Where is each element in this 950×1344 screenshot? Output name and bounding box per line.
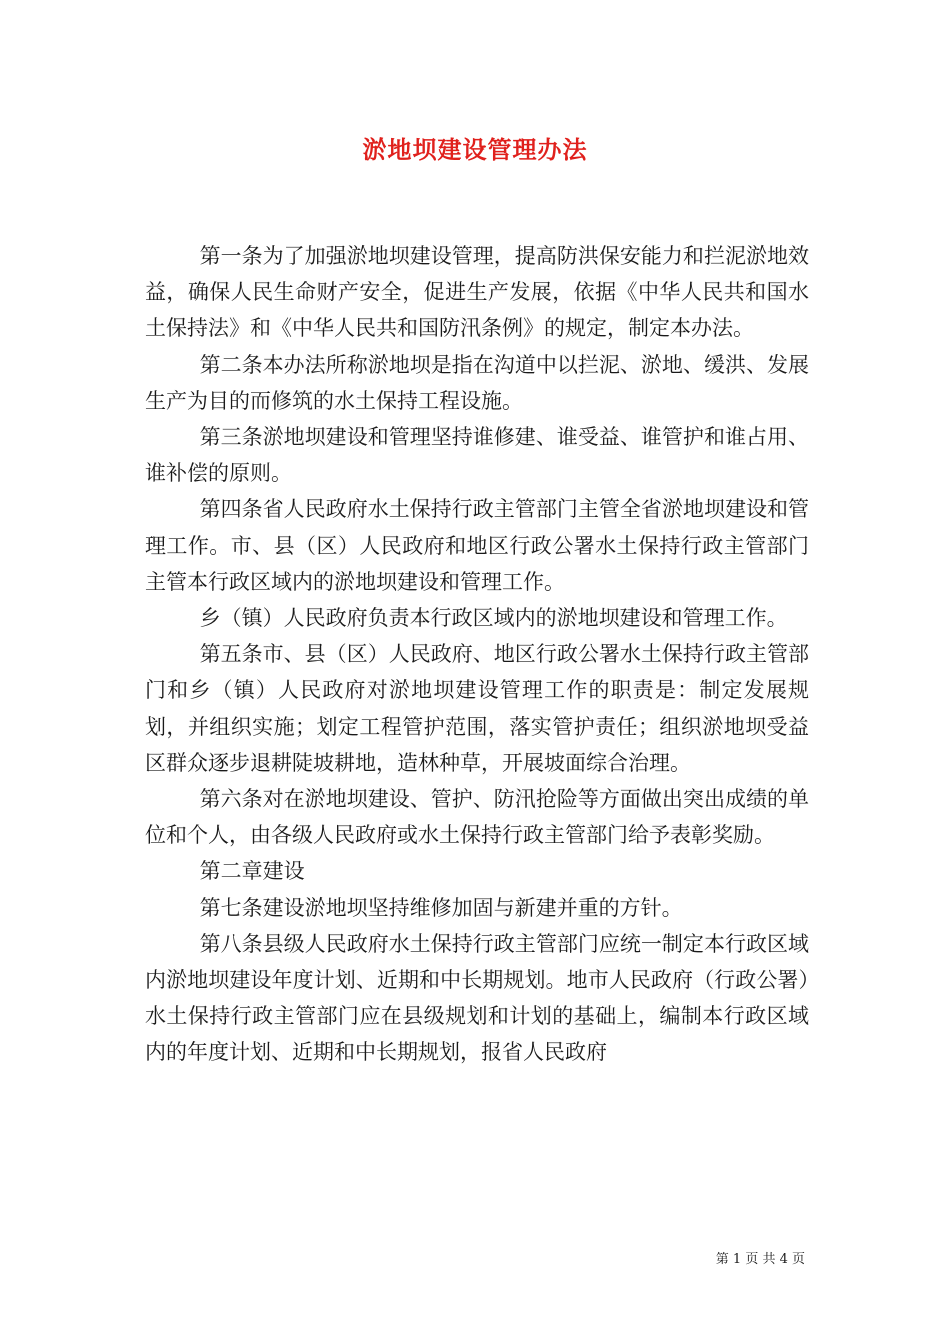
- chapter-heading-construction: 第二章建设: [199, 859, 305, 884]
- page-number-footer: 第 1 页 共 4 页: [715, 1252, 805, 1267]
- document-body: [145, 238, 809, 1071]
- document-title: 淤地坝建设管理办法: [362, 135, 588, 164]
- paragraph-article-5: 第五条市、县（区）人民政府、地区行政公署水土保持行政主管部门和乡（镇）人民政府对淤地坝建设管理工作的职责是：制定发展规划，并组织实施；划定工程管护范围，落实管护责任；组织淤地坝受益区群众逐步退耕陡坡耕地，造林种草，开展坡面综合治理。: [145, 642, 809, 775]
- paragraph-article-2: 第二条本办法所称淤地坝是指在沟道中以拦泥、淤地、缓洪、发展生产为目的而修筑的水土保持工程设施。: [145, 352, 809, 413]
- paragraph-article-6: 第六条对在淤地坝建设、管护、防汛抢险等方面做出突出成绩的单位和个人，由各级人民政府或水土保持行政主管部门给予表彰奖励。: [145, 787, 809, 848]
- paragraph-article-4-township: 乡（镇）人民政府负责本行政区域内的淤地坝建设和管理工作。: [199, 606, 788, 631]
- paragraph-article-8: 第八条县级人民政府水土保持行政主管部门应统一制定本行政区域内淤地坝建设年度计划、近期和中长期规划。地市人民政府（行政公署）水土保持行政主管部门应在县级规划和计划的基础上，编制本行政区域内的年度计划、近期和中长期规划，报省人民政府: [145, 931, 809, 1065]
- paragraph-article-1: 第一条为了加强淤地坝建设管理，提高防洪保安能力和拦泥淤地效益，确保人民生命财产安全，促进生产发展，依据《中华人民共和国水土保持法》和《中华人民共和国防汛条例》的规定，制定本办法。: [145, 244, 809, 341]
- paragraph-article-4: 第四条省人民政府水土保持行政主管部门主管全省淤地坝建设和管理工作。市、县（区）人民政府和地区行政公署水土保持行政主管部门主管本行政区域内的淤地坝建设和管理工作。: [145, 497, 809, 594]
- paragraph-article-7: 第七条建设淤地坝坚持维修加固与新建并重的方针。: [199, 895, 683, 920]
- paragraph-article-3: 第三条淤地坝建设和管理坚持谁修建、谁受益、谁管护和谁占用、谁补偿的原则。: [145, 425, 809, 486]
